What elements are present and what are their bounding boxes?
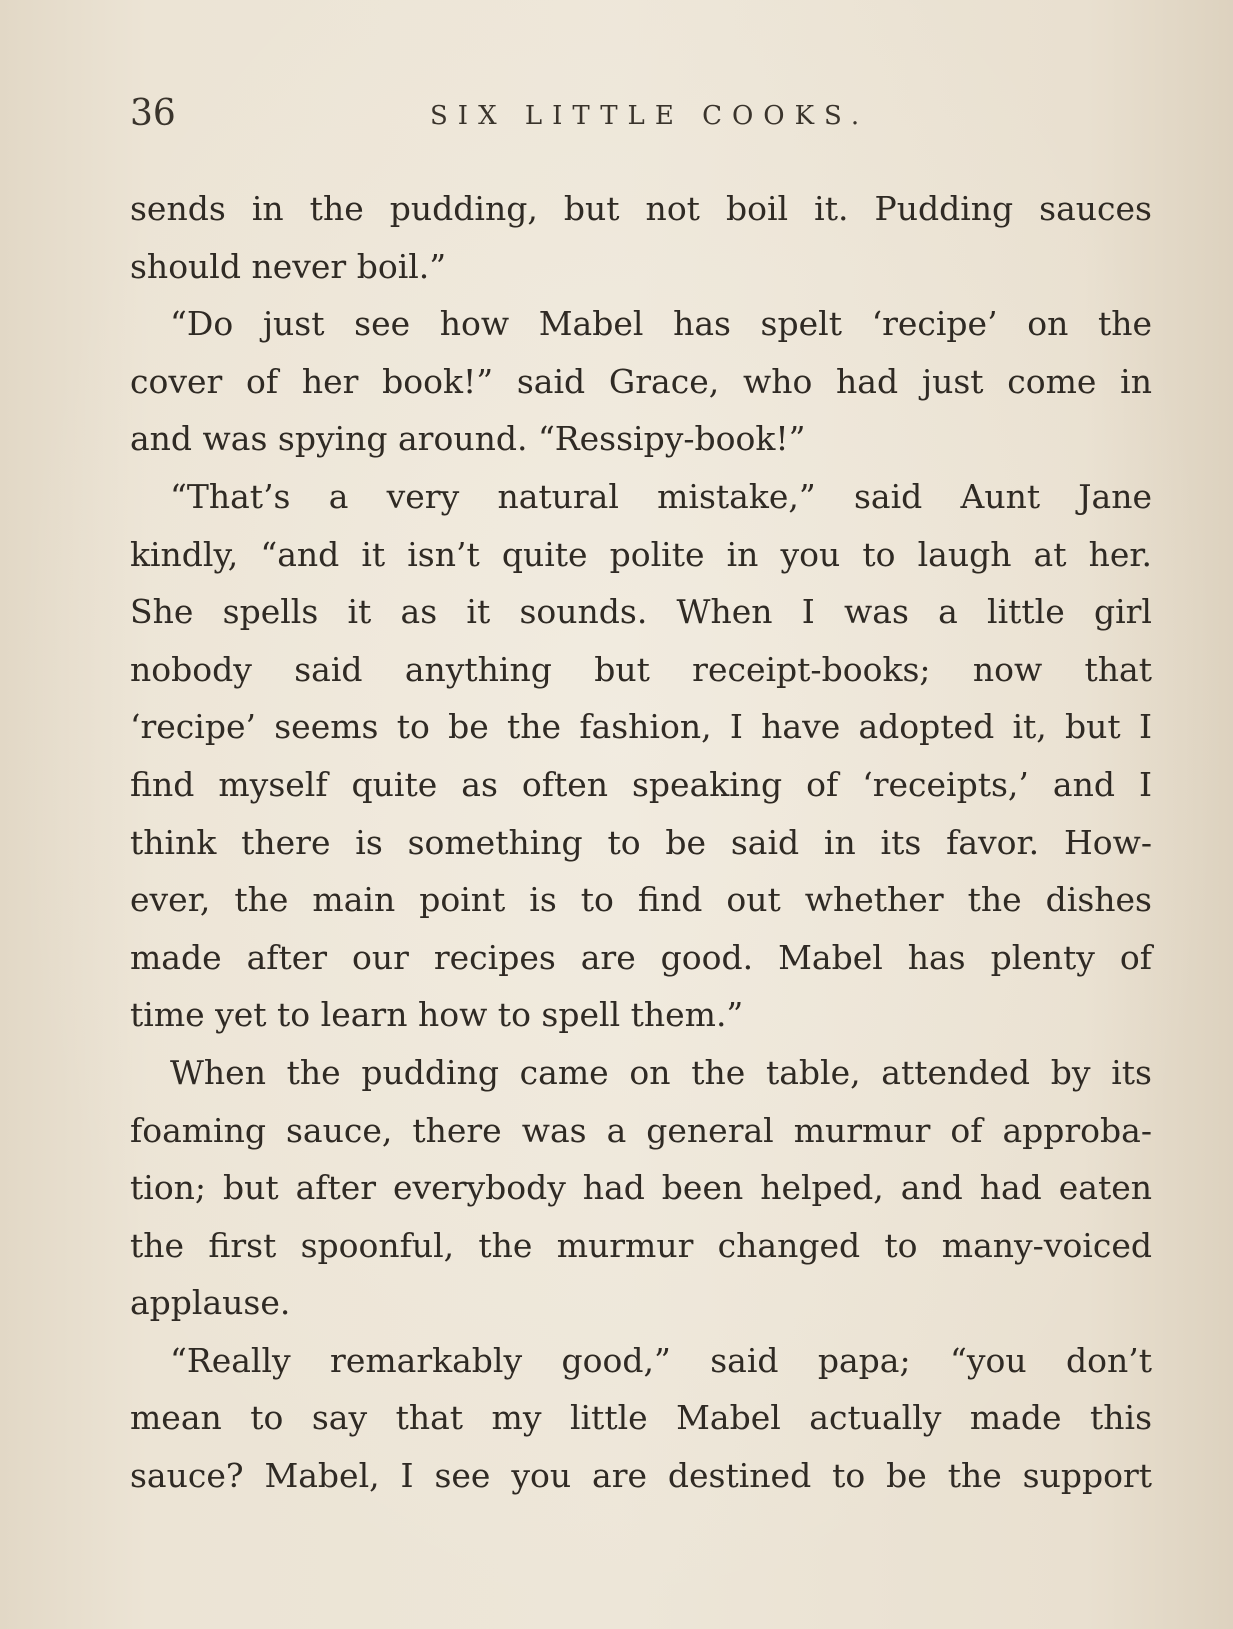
- text-line: applause.: [130, 1283, 291, 1323]
- text-line: sends in the pudding, but not boil it. Pudding sauces: [130, 189, 1152, 228]
- text-line: When the pudding came on the table, attended by its: [170, 1052, 1152, 1092]
- text-line: cover of her book!” said Grace, who had just come in: [130, 361, 1152, 401]
- body-text: [130, 180, 1152, 1505]
- text-line: ever, the main point is to find out whether the dishes: [130, 880, 1152, 920]
- text-line: ‘recipe’ seems to be the fashion, I have adopted it, but I: [130, 707, 1152, 747]
- text-line: find myself quite as often speaking of ‘receipts,’ and I: [130, 764, 1152, 804]
- page-header: [130, 92, 1150, 142]
- text-line: nobody said anything but receipt-books; now that: [130, 649, 1152, 689]
- text-line: “That’s a very natural mistake,” said Aunt Jane: [170, 476, 1152, 516]
- text-line: She spells it as it sounds. When I was a little girl: [130, 592, 1152, 632]
- text-line: kindly, “and it isn’t quite polite in you to laugh at her.: [130, 534, 1152, 574]
- text-line: mean to say that my little Mabel actually made this: [130, 1398, 1152, 1438]
- text-line: and was spying around. “Ressipy-book!”: [130, 419, 806, 459]
- text-line: sauce? Mabel, I see you are destined to be the support: [130, 1456, 1152, 1496]
- text-line: foaming sauce, there was a general murmur of approba-: [130, 1110, 1152, 1150]
- text-line: “Really remarkably good,” said papa; “you don’t: [170, 1340, 1152, 1380]
- text-line: made after our recipes are good. Mabel has plenty of: [130, 937, 1152, 977]
- page-number: 36: [130, 93, 176, 134]
- text-line: the first spoonful, the murmur changed to many-voiced: [130, 1225, 1152, 1265]
- text-line: tion; but after everybody had been helped, and had eaten: [130, 1168, 1152, 1208]
- text-line: should never boil.”: [130, 246, 447, 286]
- text-line: think there is something to be said in its favor. How-: [130, 822, 1152, 862]
- running-head: SIX LITTLE COOKS.: [430, 101, 870, 131]
- text-line: time yet to learn how to spell them.”: [130, 995, 744, 1035]
- text-line: “Do just see how Mabel has spelt ‘recipe’ on the: [170, 304, 1152, 344]
